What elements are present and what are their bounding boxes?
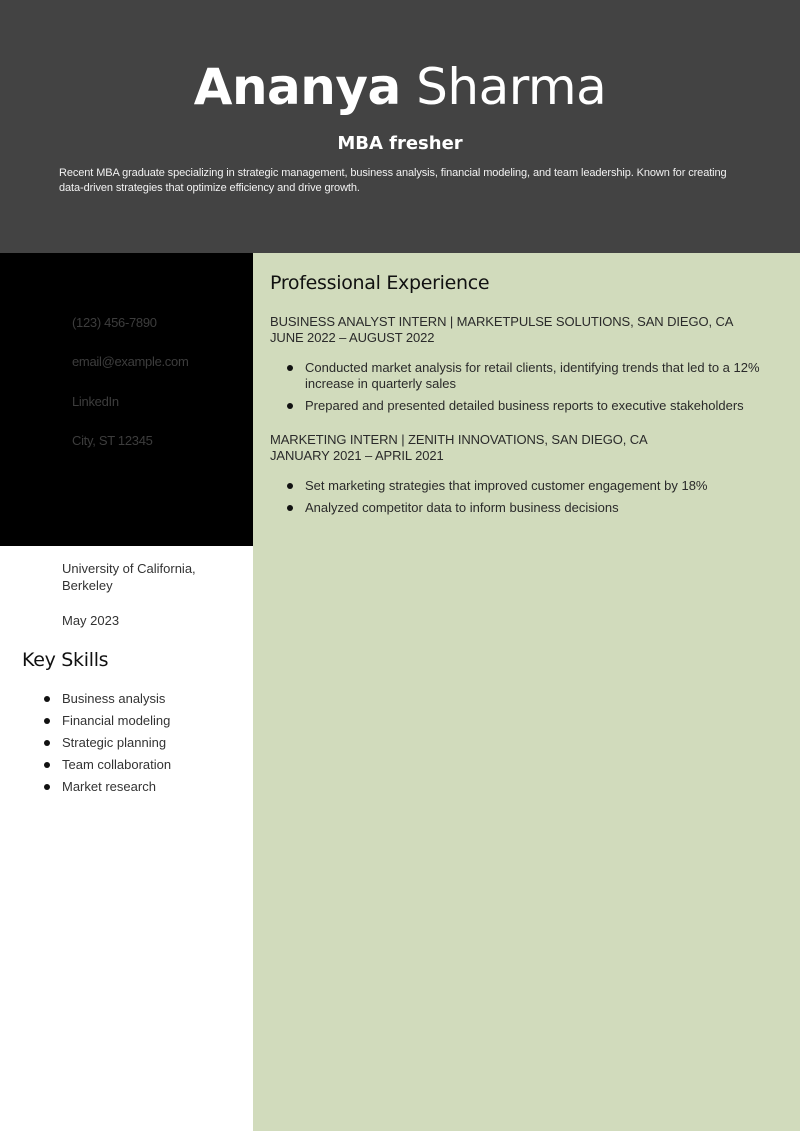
skill-label: Team collaboration	[62, 757, 172, 772]
skill-item	[0, 688, 171, 710]
sidebar-lower	[0, 546, 253, 1131]
bullet-icon	[44, 696, 50, 702]
job-entry	[270, 314, 790, 420]
skill-item	[0, 710, 171, 732]
job-bullets	[270, 360, 790, 414]
bullet-text: Set marketing strategies that improved customer engagement by 18%	[305, 478, 708, 493]
bullet-icon	[44, 718, 50, 724]
last-name: Sharma	[416, 58, 607, 116]
contact-location: City, ST 12345	[72, 433, 153, 448]
bullet-icon	[287, 403, 293, 409]
skill-label: Business analysis	[62, 691, 166, 706]
job-title: BUSINESS ANALYST INTERN | MARKETPULSE SOLUTIONS, SAN DIEGO, CA	[270, 314, 734, 329]
candidate-role: MBA fresher	[337, 133, 463, 154]
bullet-icon	[287, 505, 293, 511]
job-bullets	[270, 478, 790, 516]
bullet-icon	[44, 740, 50, 746]
experience-panel	[253, 253, 800, 1131]
bullet-icon	[44, 784, 50, 790]
contact-email[interactable]: email@example.com	[72, 354, 189, 369]
resume-header	[0, 0, 800, 253]
candidate-name	[0, 57, 800, 117]
skill-label: Market research	[62, 779, 156, 794]
skill-label: Financial modeling	[62, 713, 171, 728]
education-school: University of California, Berkeley	[62, 561, 196, 593]
contact-phone: (123) 456-7890	[72, 315, 157, 330]
bullet-icon	[287, 483, 293, 489]
first-name: Ananya	[193, 58, 401, 116]
contact-linkedin[interactable]: LinkedIn	[72, 394, 119, 409]
education-date: May 2023	[62, 613, 120, 628]
job-bullet	[270, 398, 775, 414]
bullet-icon	[44, 762, 50, 768]
job-bullet	[270, 500, 775, 516]
job-dates: JANUARY 2021 – APRIL 2021	[270, 448, 444, 463]
job-title: MARKETING INTERN | ZENITH INNOVATIONS, SAN DIEGO, CA	[270, 432, 648, 447]
experience-heading: Professional Experience	[270, 272, 490, 294]
bullet-icon	[287, 365, 293, 371]
bullet-text: Conducted market analysis for retail clients, identifying trends that led to a 12% increase in quarterly sales	[305, 360, 760, 391]
job-bullet	[270, 360, 775, 392]
job-entry	[270, 432, 790, 522]
skill-item	[0, 754, 171, 776]
bullet-text: Analyzed competitor data to inform business decisions	[305, 500, 619, 515]
skill-label: Strategic planning	[62, 735, 167, 750]
skill-item	[0, 732, 171, 754]
skill-item	[0, 776, 171, 798]
summary-text: Recent MBA graduate specializing in strategic management, business analysis, financial modeling, and team leadership. Known for creating data-driven strategies that optimize efficiency and drive growth.	[59, 167, 727, 194]
skills-heading: Key Skills	[22, 649, 109, 671]
job-bullet	[270, 478, 775, 494]
skills-list	[0, 688, 171, 798]
job-dates: JUNE 2022 – AUGUST 2022	[270, 330, 435, 345]
bullet-text: Prepared and presented detailed business reports to executive stakeholders	[305, 398, 744, 413]
contact-panel	[0, 253, 253, 546]
